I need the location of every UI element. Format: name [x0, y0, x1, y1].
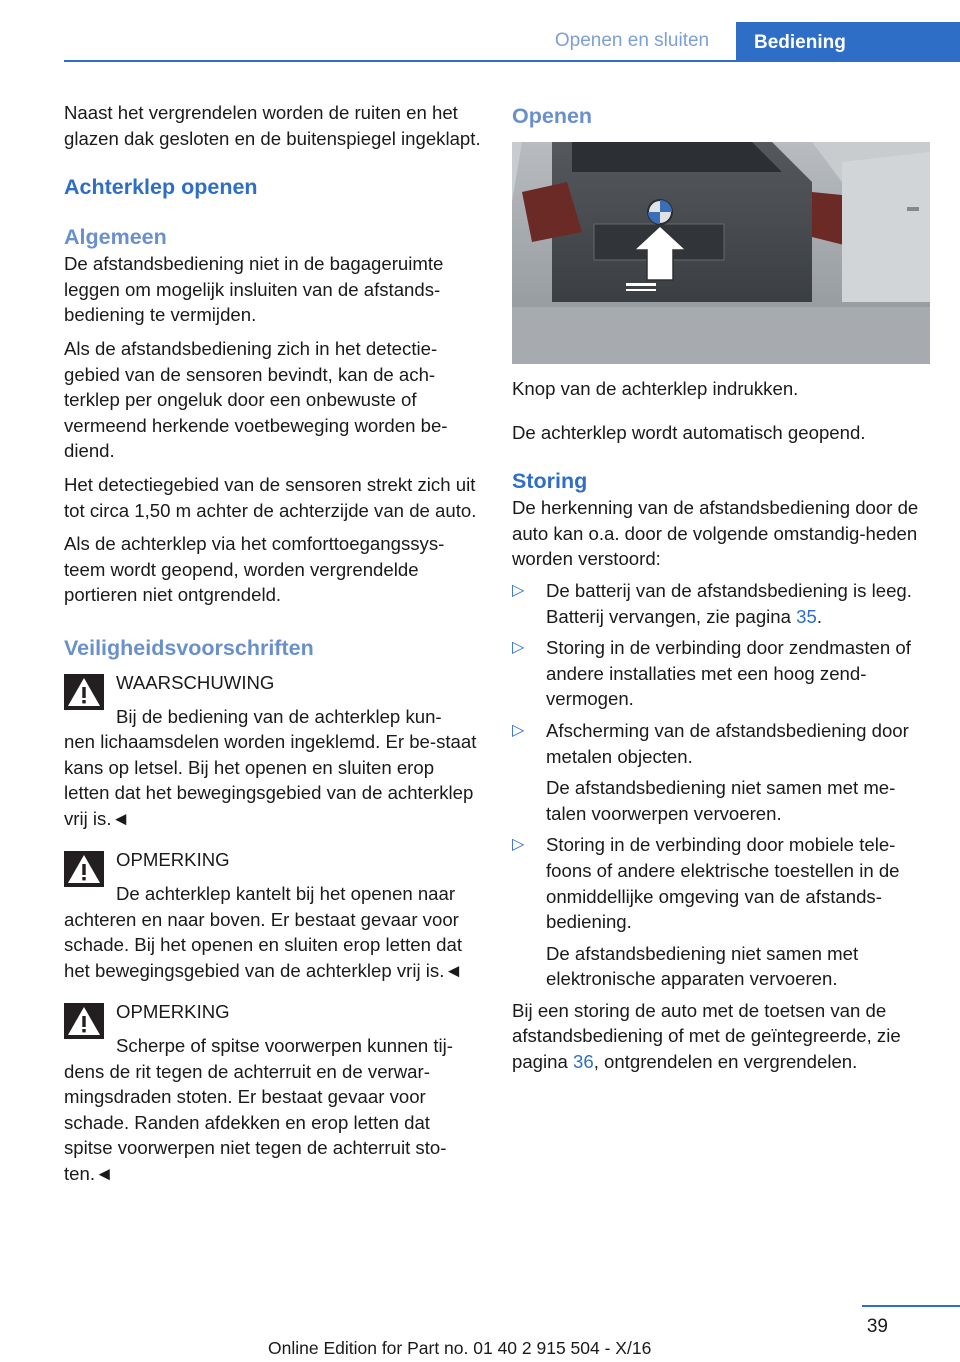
triangle-bullet-icon: ▷: [512, 836, 525, 854]
warning-triangle-icon: [64, 674, 104, 710]
notice-text-first-line: De achterklep kantelt bij het openen naar: [116, 883, 456, 905]
warning-text: nen lichaamsdelen worden ingeklemd. Er be-staat kans op letsel. Bij het openen en sluiten erop letten dat het bewegingsgebied van de achterklep vrij is.◄: [64, 731, 477, 829]
footer-edition: Online Edition for Part no. 01 40 2 915 504 - X/16: [268, 1338, 652, 1358]
tailgate-button-photo: [512, 142, 930, 364]
list-item-text: Storing in de verbinding door mobiele tele-foons of andere elektrische toestellen in de onmiddellijke omgeving van de afstands-bediening.: [546, 834, 900, 933]
warning-triangle-icon: [64, 1003, 104, 1039]
list-item: [512, 832, 930, 992]
triangle-bullet-icon: ▷: [512, 639, 525, 657]
algemeen-paragraph-2: Als de afstandsbediening zich in het detectie-gebied van de sensoren bevindt, kan de ach-terklep per ongeluk door een onbewuste of vermeend herkende voetbeweging worden be-diend.: [64, 337, 448, 462]
notice-text: dens de rit tegen de achterruit en de verwar-mingsdraden stoten. Er bestaat gevaar voor schade. Randen afdekken en erop letten dat spitse voorwerpen niet tegen de achterruit sto-ten.◄: [64, 1060, 447, 1184]
header-chapter-tab: Bediening: [736, 22, 960, 62]
storing-intro: De herkenning van de afstandsbediening door de auto kan o.a. door de volgende omstandig-heden worden verstoord:: [512, 497, 919, 570]
algemeen-paragraph-4: Als de achterklep via het comforttoegangssys-teem wordt geopend, worden vergrendelde portieren niet ontgrendeld.: [64, 533, 445, 606]
closing-text: Bij een storing de auto met de toetsen van de afstandsbediening of met de geïntegreerde, zie pagina: [512, 999, 901, 1073]
footer-rule: [862, 1305, 960, 1307]
heading-storing: Storing: [512, 469, 588, 494]
heading-achterklep-openen: Achterklep openen: [64, 175, 258, 200]
notice-title: OPMERKING: [116, 1001, 230, 1023]
header-rule: [64, 60, 960, 62]
heading-veiligheidsvoorschriften: Veiligheidsvoorschriften: [64, 635, 314, 660]
algemeen-paragraph-1: De afstandsbediening niet in de bagageruimte leggen om mogelijk insluiten van de afstands-bediening te vermijden.: [64, 253, 444, 326]
algemeen-paragraph-3: Het detectiegebied van de sensoren strekt zich uit tot circa 1,50 m achter de achterzijde van de auto.: [64, 473, 477, 521]
caption-auto-open: De achterklep wordt automatisch geopend.: [512, 421, 866, 443]
list-item-subtext: De afstandsbediening niet samen met elektronische apparaten vervoeren.: [546, 942, 859, 990]
storing-list: [512, 578, 930, 992]
left-column: [64, 100, 482, 1187]
notice-block-1: [64, 847, 482, 983]
heading-algemeen: Algemeen: [64, 225, 167, 250]
caption-press-button: Knop van de achterklep indrukken.: [512, 378, 799, 399]
list-item-text: De batterij van de afstandsbediening is leeg. Batterij vervangen, zie pagina: [546, 579, 912, 627]
page-number: 39: [866, 1316, 888, 1337]
intro-paragraph: Naast het vergrendelen worden de ruiten en het glazen dak gesloten en de buitenspiegel ingeklapt.: [64, 102, 481, 149]
header-section-title: Openen en sluiten: [554, 30, 710, 51]
list-item-subtext: De afstandsbediening niet samen met me-talen voorwerpen vervoeren.: [546, 777, 896, 824]
right-column: [512, 100, 930, 1075]
closing-paragraph: [512, 998, 930, 1075]
notice-block-2: [64, 999, 482, 1186]
notice-title: OPMERKING: [116, 849, 230, 871]
list-item-text-end: .: [816, 605, 822, 627]
notice-text: achteren en naar boven. Er bestaat gevaar voor schade. Bij het openen en sluiten erop letten dat het bewegingsgebied van de achterklep vrij is.◄: [64, 908, 463, 981]
list-item: [512, 578, 930, 629]
list-item-text: Afscherming van de afstandsbediening door metalen objecten.: [546, 719, 909, 767]
triangle-bullet-icon: ▷: [512, 721, 525, 739]
list-item-text: Storing in de verbinding door zendmasten of andere installaties met een hoog zend-vermogen.: [546, 637, 911, 710]
warning-text-first-line: Bij de bediening van de achterklep kun-: [116, 705, 442, 727]
warning-title: WAARSCHUWING: [116, 671, 275, 693]
list-item: [512, 635, 930, 712]
triangle-bullet-icon: ▷: [512, 581, 525, 599]
page-link-35[interactable]: 35: [796, 605, 817, 627]
warning-block: [64, 670, 482, 832]
list-item: [512, 718, 930, 826]
notice-text-first-line: Scherpe of spitse voorwerpen kunnen tij-: [116, 1035, 453, 1057]
warning-triangle-icon: [64, 851, 104, 887]
closing-text-end: , ontgrendelen en vergrendelen.: [593, 1051, 858, 1073]
page-link-36[interactable]: 36: [573, 1051, 594, 1073]
heading-openen: Openen: [512, 104, 593, 128]
